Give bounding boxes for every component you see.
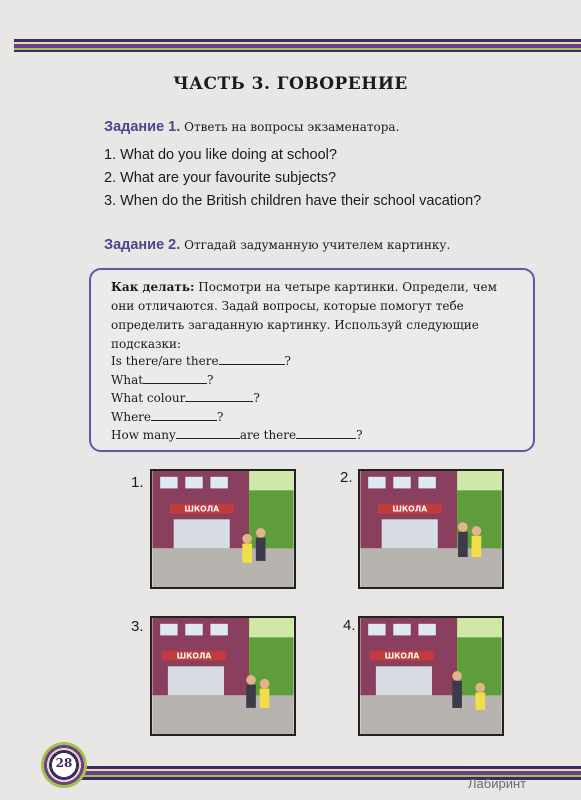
hint-box	[89, 268, 535, 452]
prompt-line-2	[111, 371, 363, 390]
school-scene-4	[360, 618, 502, 734]
prompt-end: ?	[253, 391, 260, 405]
picture-3-number: 3.	[131, 618, 144, 635]
task1-heading	[104, 119, 399, 135]
answer-blank	[185, 390, 253, 402]
hint-label: Как делать:	[111, 280, 195, 294]
picture-1	[150, 469, 296, 589]
prompt-end: ?	[356, 428, 363, 442]
school-scene-2	[360, 471, 502, 587]
picture-2-number: 2.	[340, 469, 353, 486]
prompt-text: How many	[111, 428, 176, 442]
task2-heading	[104, 237, 450, 253]
picture-4	[358, 616, 504, 736]
answer-blank	[176, 427, 240, 439]
prompt-line-4	[111, 408, 363, 427]
task1-label: Задание 1.	[104, 119, 181, 135]
hint-text	[111, 278, 521, 354]
question-3: 3. When do the British children have their school vacation?	[104, 193, 482, 209]
task1-questions	[104, 144, 534, 213]
picture-4-number: 4.	[343, 617, 356, 634]
task2-instruction: Отгадай задуманную учителем картинку.	[184, 238, 451, 252]
picture-3	[150, 616, 296, 736]
prompt-line-1	[111, 352, 363, 371]
task2-label: Задание 2.	[104, 237, 181, 253]
prompt-text: Is there/are there	[111, 354, 219, 368]
school-scene-3	[152, 618, 294, 734]
prompt-text: What colour	[111, 391, 186, 405]
page-number: 28	[55, 756, 73, 770]
answer-blank	[143, 372, 207, 384]
watermark-text: Лабиринт	[468, 776, 527, 791]
prompt-end: ?	[217, 409, 224, 424]
prompt-end: ?	[284, 354, 291, 368]
answer-blank	[296, 427, 356, 439]
prompt-line-3	[111, 389, 363, 408]
answer-blank	[151, 409, 217, 421]
question-2: 2. What are your favourite subjects?	[104, 170, 337, 186]
school-sign: ШКОЛА	[176, 651, 212, 661]
school-sign: ШКОЛА	[184, 504, 220, 514]
school-scene-1	[152, 471, 294, 587]
prompt-end: ?	[207, 372, 214, 387]
hint-body: Посмотри на четыре картинки. Определи, чем они отличаются. Задай вопросы, которые помогут тебе определить загаданную картинку. Используй следующие подсказки:	[111, 280, 497, 351]
prompt-text: What	[111, 372, 144, 387]
prompt-middle: are there	[239, 428, 297, 442]
school-sign: ШКОЛА	[384, 651, 420, 661]
top-decorative-band	[14, 39, 581, 52]
picture-2	[358, 469, 504, 589]
prompt-list	[111, 352, 363, 445]
answer-blank	[219, 353, 285, 365]
prompt-line-5	[111, 426, 363, 445]
task1-instruction: Ответь на вопросы экзаменатора.	[184, 120, 400, 134]
picture-1-number: 1.	[131, 474, 144, 491]
prompt-text: Where	[111, 409, 152, 424]
school-sign: ШКОЛА	[392, 504, 428, 514]
page-title: ЧАСТЬ 3. ГОВОРЕНИЕ	[173, 74, 408, 94]
question-1: 1. What do you like doing at school?	[104, 147, 337, 163]
